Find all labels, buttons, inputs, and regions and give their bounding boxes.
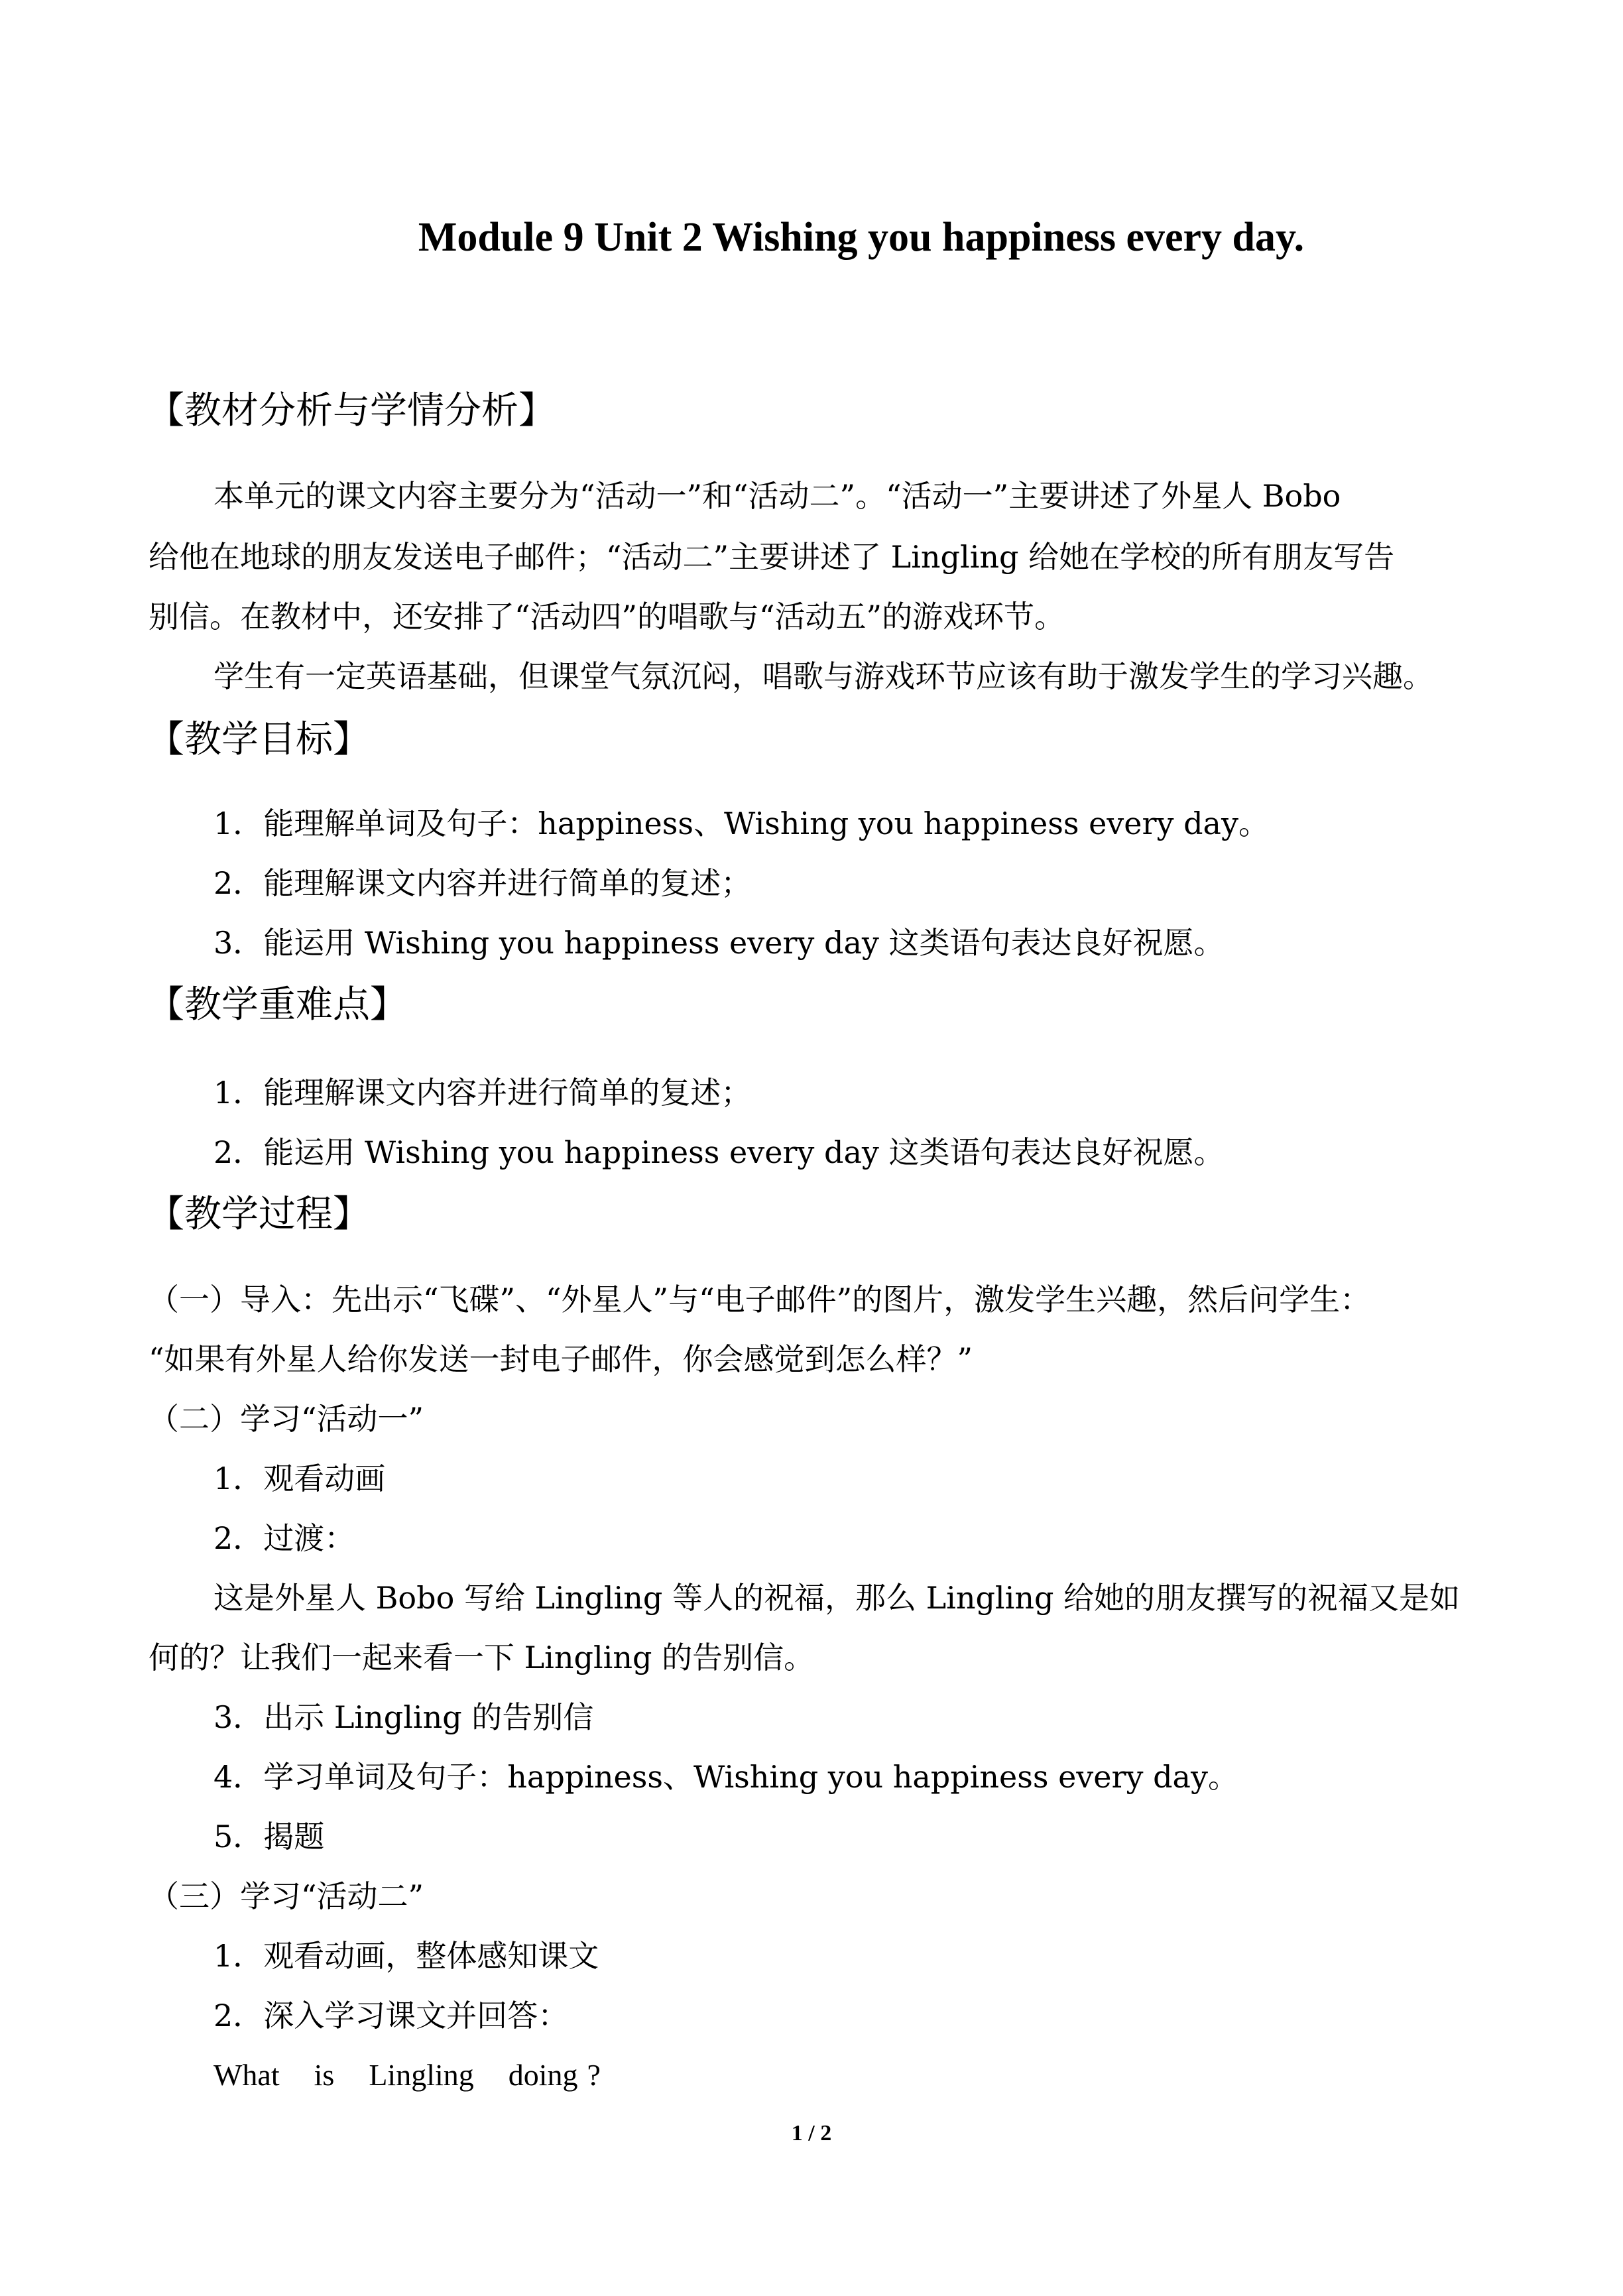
section-heading-process: 【教学过程】 <box>147 1193 370 1236</box>
process-transition-line2: 何的？让我们一起来看一下 Lingling 的告别信。 <box>149 1640 815 1675</box>
document-title-text: Module 9 Unit 2 Wishing you happiness every day. <box>418 215 1305 260</box>
question-mark: ? <box>587 2058 601 2092</box>
page-number: 1 / 2 <box>791 2121 832 2145</box>
process-transition-line1: 这是外星人 Bobo 写给 Lingling 等人的祝福，那么 Lingling 给她的朋友撰写的祝福又是如 <box>213 1580 1461 1616</box>
analysis-para1-line2: 给他在地球的朋友发送电子邮件；“活动二”主要讲述了 Lingling 给她在学校的所有朋友写告 <box>149 539 1395 575</box>
question-word: is <box>314 2058 335 2092</box>
process-intro-line2: “如果有外星人给你发送一封电子邮件，你会感觉到怎么样？” <box>149 1341 973 1377</box>
process-intro-line1: （一）导入：先出示“飞碟”、“外星人”与“电子邮件”的图片，激发学生兴趣，然后问学生： <box>149 1282 1371 1317</box>
process-part2-step5: 5．揭题 <box>213 1819 325 1854</box>
goal-item-1: 1．能理解单词及句子：happiness、Wishing you happiness every day。 <box>213 806 1269 841</box>
question-word: doing <box>508 2058 578 2092</box>
section-heading-goals: 【教学目标】 <box>147 718 370 761</box>
process-part2-heading: （二）学习“活动一” <box>149 1401 424 1437</box>
process-part3-step1: 1．观看动画，整体感知课文 <box>213 1938 599 1974</box>
process-part3-heading: （三）学习“活动二” <box>149 1878 424 1914</box>
process-part2-step4: 4．学习单词及句子：happiness、Wishing you happiness every day。 <box>213 1759 1238 1795</box>
analysis-para1-line3: 别信。在教材中，还安排了“活动四”的唱歌与“活动五”的游戏环节。 <box>149 599 1065 634</box>
question-word: What <box>213 2058 280 2092</box>
key-point-item-1: 1．能理解课文内容并进行简单的复述； <box>213 1075 752 1111</box>
question-word: Lingling <box>369 2058 474 2092</box>
process-part3-step2: 2．深入学习课文并回答： <box>213 1998 569 2033</box>
process-question <box>213 2055 601 2095</box>
section-heading-key-points: 【教学重难点】 <box>147 983 407 1026</box>
process-part2-step2: 2．过渡： <box>213 1520 355 1556</box>
key-point-item-2: 2．能运用 Wishing you happiness every day 这类语句表达良好祝愿。 <box>213 1134 1225 1170</box>
document-title <box>0 211 1623 264</box>
section-heading-analysis: 【教材分析与学情分析】 <box>147 389 556 432</box>
analysis-para2: 学生有一定英语基础，但课堂气氛沉闷，唱歌与游戏环节应该有助于激发学生的学习兴趣。 <box>213 658 1433 694</box>
analysis-para1-line1: 本单元的课文内容主要分为“活动一”和“活动二”。“活动一”主要讲述了外星人 Bobo <box>213 478 1341 514</box>
goal-item-3: 3．能运用 Wishing you happiness every day 这类语句表达良好祝愿。 <box>213 925 1225 961</box>
process-part2-step3: 3．出示 Lingling 的告别信 <box>213 1699 594 1735</box>
goal-item-2: 2．能理解课文内容并进行简单的复述； <box>213 865 752 901</box>
process-part2-step1: 1．观看动画 <box>213 1461 386 1496</box>
